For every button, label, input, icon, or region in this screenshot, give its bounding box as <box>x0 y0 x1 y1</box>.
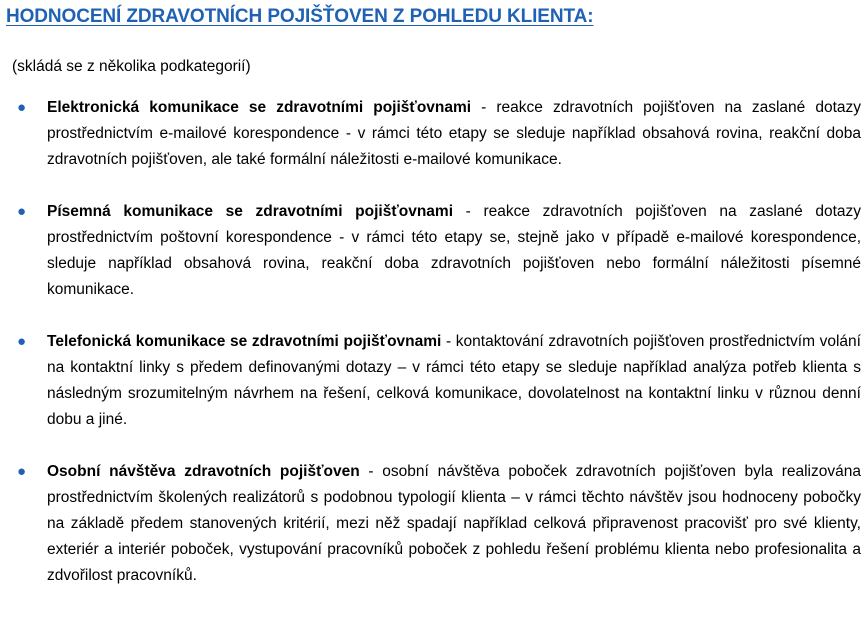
bullet-icon: ● <box>17 203 27 220</box>
list-item <box>6 199 861 303</box>
list-item <box>6 95 861 173</box>
item-text: - reakce zdravotních pojišťoven na zaslané dotazy prostřednictvím e-mailové korespondence - v rámci této etapy se sleduje například obsahová rovina, reakční doba zdravotních pojišťoven, ale také formální náležitosti e-mailové komunikace. <box>47 99 861 168</box>
bullet-icon: ● <box>17 333 27 350</box>
item-title: Telefonická komunikace se zdravotními pojišťovnami <box>47 333 442 350</box>
category-list <box>6 95 860 589</box>
item-title: Osobní návštěva zdravotních pojišťoven <box>47 463 360 480</box>
item-title: Písemná komunikace se zdravotními pojišťovnami <box>47 203 454 220</box>
list-item <box>6 459 861 589</box>
item-title: Elektronická komunikace se zdravotními pojišťovnami <box>47 99 472 116</box>
bullet-icon: ● <box>17 99 27 116</box>
item-text: - kontaktování zdravotních pojišťoven prostřednictvím volání na kontaktní linky s předem definovanými dotazy – v rámci této etapy se sleduje například analýza potřeb klienta s následným srozumitelným návrhem na řešení, celková komunikace, dovolatelnost na kontaktní linku v různou denní dobu a jiné. <box>47 333 861 428</box>
bullet-icon: ● <box>17 463 27 480</box>
subtitle: (skládá se z několika podkategorií) <box>12 58 251 75</box>
list-item <box>6 329 861 433</box>
item-text: - reakce zdravotních pojišťoven na zaslané dotazy prostřednictvím poštovní korespondence - v rámci této etapy se, stejně jako v případě e-mailové korespondence, sleduje například obsahová rovina, reakční doba zdravotních pojišťoven nebo formální náležitosti písemné komunikace. <box>47 203 861 298</box>
item-text: - osobní návštěva poboček zdravotních pojišťoven byla realizována prostřednictvím školených realizátorů s podobnou typologií klienta – v rámci těchto návštěv jsou hodnoceny pobočky na základě předem stanovených kritérií, mezi něž spadají například celková připravenost pracovišť pro své klienty, exteriér a interiér poboček, vystupování pracovníků poboček z pohledu řešení problému klienta nebo profesionalita a zdvořilost pracovníků. <box>47 463 861 584</box>
page-heading: HODNOCENÍ ZDRAVOTNÍCH POJIŠŤOVEN Z POHLEDU KLIENTA: <box>6 6 594 27</box>
